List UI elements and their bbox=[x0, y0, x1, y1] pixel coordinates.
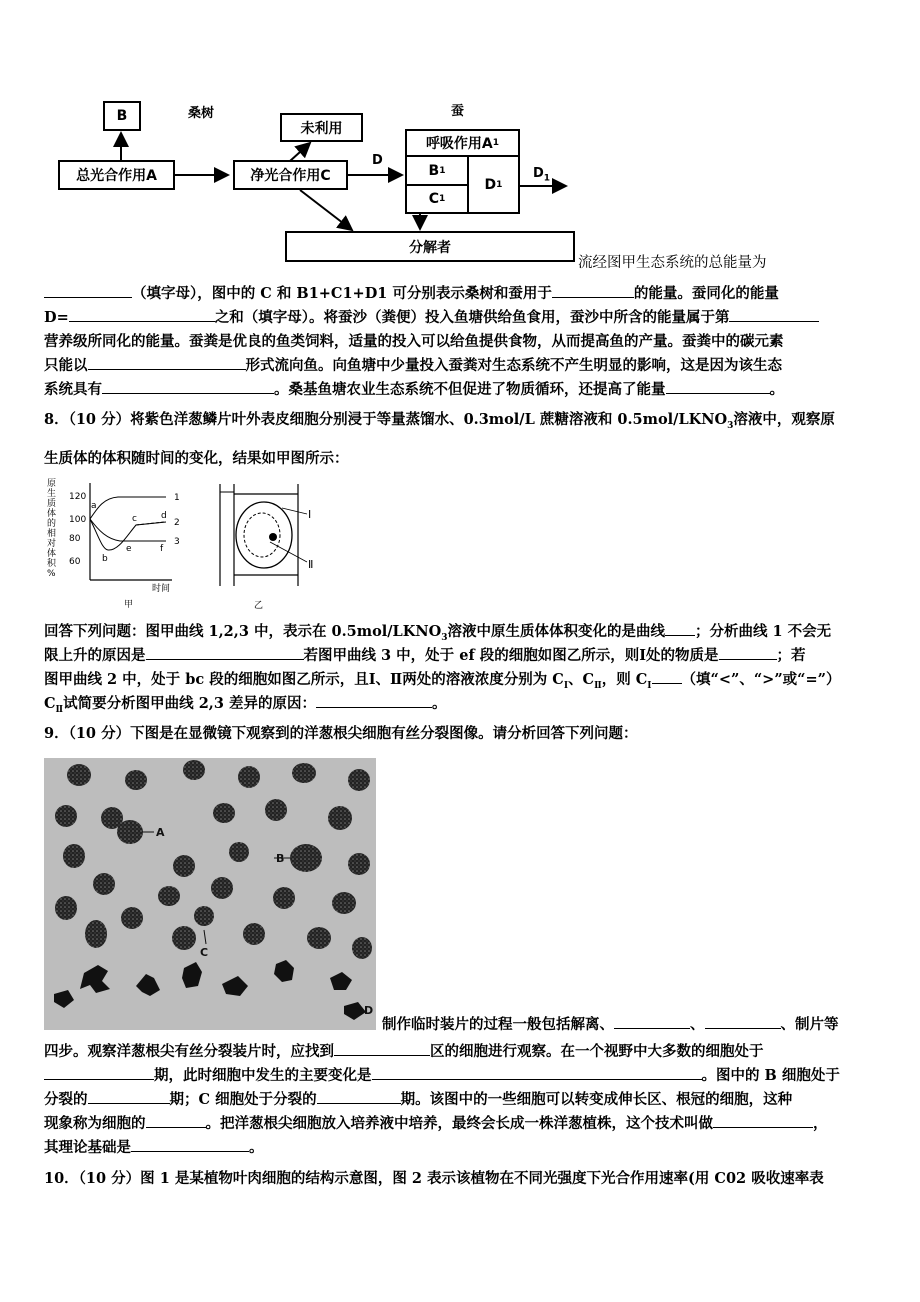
q8-q4b: 试简要分析图甲曲线 2,3 差异的原因： bbox=[63, 695, 316, 712]
q9-line5b: 。把洋葱根尖细胞放入培养液中培养，最终会长成一株洋葱植株，这个技术叫做 bbox=[205, 1115, 713, 1132]
q8-q3d: （填“<”、“>”或“=”） bbox=[681, 671, 841, 688]
q8-stem-line1 bbox=[44, 408, 835, 438]
curve-label-2: 2 bbox=[174, 518, 180, 528]
point-f: f bbox=[160, 544, 164, 554]
q8-stem-line2: 生质体的体积随时间的变化，结果如甲图所示： bbox=[44, 450, 349, 467]
q8-q3-sub1: Ⅰ bbox=[563, 680, 569, 691]
blank-substance-i[interactable] bbox=[719, 644, 777, 660]
blank-b-phase[interactable] bbox=[88, 1088, 170, 1104]
q9-line3a: 期，此时细胞中发生的主要变化是 bbox=[154, 1067, 372, 1084]
microscope-photo bbox=[44, 758, 376, 1030]
svg-text:生: 生 bbox=[47, 489, 57, 499]
blank-total-energy[interactable] bbox=[44, 282, 132, 298]
q7-line4b: 形式流向鱼。向鱼塘中少量投入蚕粪对生态系统不产生明显的影响，这是因为该生态 bbox=[245, 357, 782, 374]
q9-line4a: 分裂的 bbox=[44, 1091, 88, 1108]
arrow-label-d1-text: D bbox=[533, 166, 544, 181]
ytick-80: 80 bbox=[69, 534, 81, 544]
q9-stem: 9．（10 分）下图是在显微镜下观察到的洋葱根尖细胞有丝分裂图像。请分析回答下列问题： bbox=[44, 725, 638, 742]
q8-q3b: 、C bbox=[568, 671, 595, 688]
figure-jia bbox=[44, 477, 194, 609]
q9-line5 bbox=[44, 1112, 828, 1136]
box-c1-label: C bbox=[428, 191, 439, 207]
q8-stem1: 8．（10 分）将紫色洋葱鳞片叶外表皮细胞分别浸于等量蒸馏水、0.3mol/L 蔗糖溶液和 0.5mol/LKNO bbox=[44, 411, 728, 428]
photo-label-c: C bbox=[200, 946, 209, 959]
q7-line5c: 。 bbox=[769, 381, 784, 398]
ytick-60: 60 bbox=[69, 557, 81, 567]
svg-text:积: 积 bbox=[47, 559, 57, 569]
q8-q2c: ；若 bbox=[776, 647, 806, 664]
q9-line6 bbox=[44, 1136, 264, 1160]
curve-label-1: 1 bbox=[174, 493, 180, 503]
q7-line1 bbox=[44, 282, 779, 306]
svg-text:体: 体 bbox=[47, 549, 57, 559]
box-net-photosynthesis: 净光合作用C bbox=[233, 160, 348, 190]
curve-3 bbox=[90, 519, 166, 541]
q8-q1-sub: 3 bbox=[441, 632, 448, 643]
blank-energy-utilization[interactable] bbox=[666, 378, 770, 394]
point-e: e bbox=[126, 544, 132, 554]
q9-line3b: 。图中的 B 细胞处于 bbox=[701, 1067, 840, 1084]
blank-step3[interactable] bbox=[705, 1013, 781, 1029]
q8-q1c: ；分析曲线 1 不会无 bbox=[695, 623, 832, 640]
q7-line5a: 系统具有 bbox=[44, 381, 102, 398]
q8-q2a: 限上升的原因是 bbox=[44, 647, 146, 664]
box-respiration-sub: 1 bbox=[492, 138, 500, 148]
blank-technique[interactable] bbox=[713, 1112, 813, 1128]
nucleus bbox=[269, 533, 277, 541]
q8-q3c: ，则 C bbox=[601, 671, 648, 688]
ylabel-jia bbox=[47, 478, 57, 579]
blank-energy-use[interactable] bbox=[552, 282, 634, 298]
q8-q4a: C bbox=[44, 695, 56, 712]
box-decomposer: 分解者 bbox=[285, 231, 575, 262]
blank-curve[interactable] bbox=[665, 620, 695, 636]
q9-line5a: 现象称为细胞的 bbox=[44, 1115, 146, 1132]
photo-label-b: B bbox=[276, 852, 285, 865]
point-c: c bbox=[132, 514, 137, 524]
q7-line4a: 只能以 bbox=[44, 357, 88, 374]
q8-q4-sub: Ⅱ bbox=[55, 704, 64, 715]
arrow-label-d1 bbox=[533, 166, 550, 184]
box-c1-sub: 1 bbox=[439, 194, 446, 204]
photo-label-d: D bbox=[364, 1004, 374, 1017]
box-unused: 未利用 bbox=[280, 113, 363, 142]
q7-line3: 营养级所同化的能量。蚕粪是优良的鱼类饲料，适量的投入可以给鱼提供食物，从而提高鱼的产量。蚕粪中的碳元素 bbox=[44, 333, 784, 350]
blank-differentiation[interactable] bbox=[146, 1112, 206, 1128]
q8-stem1-end: 溶液中，观察原 bbox=[733, 411, 835, 428]
q7-line1a: （填字母），图中的 C 和 B1+C1+D1 可分别表示桑树和蚕用于 bbox=[132, 285, 552, 302]
q8-q3-sub3: Ⅰ bbox=[647, 680, 652, 691]
box-b1-sub: 1 bbox=[439, 165, 446, 176]
q8-q3a: 图甲曲线 2 中，处于 bc 段的细胞如图乙所示，且Ⅰ、Ⅱ两处的溶液浓度分别为 C bbox=[44, 671, 564, 688]
q7-line2 bbox=[44, 306, 819, 330]
svg-text:体: 体 bbox=[47, 509, 57, 519]
box-b1-label: B bbox=[428, 162, 440, 179]
curve-label-3: 3 bbox=[174, 537, 180, 547]
q7-line2b: 之和（填字母）。将蚕沙（粪便）投入鱼塘供给鱼食用，蚕沙中所含的能量属于第 bbox=[214, 309, 730, 326]
blank-silkworm-assimilation[interactable] bbox=[69, 306, 215, 322]
point-a: a bbox=[91, 501, 97, 511]
svg-text:对: 对 bbox=[47, 539, 57, 549]
point-b: b bbox=[102, 554, 108, 564]
box-respiration bbox=[405, 129, 520, 157]
q10-stem: 10．（10 分）图 1 是某植物叶肉细胞的结构示意图，图 2 表示该植物在不同光强度下光合作用速率(用 C02 吸收速率表 bbox=[44, 1170, 824, 1187]
q9-line4c: 期。该图中的一些细胞可以转变成伸长区、根冠的细胞，这种 bbox=[400, 1091, 793, 1108]
mulberry-label: 桑树 bbox=[188, 106, 215, 121]
figure-yi bbox=[212, 482, 332, 610]
q9-line4 bbox=[44, 1088, 792, 1112]
blank-concentration-compare[interactable] bbox=[652, 668, 682, 684]
blank-theory[interactable] bbox=[131, 1136, 249, 1152]
q8-q1a: 回答下列问题：图甲曲线 1,2,3 中，表示在 0.5mol/LKNO bbox=[44, 623, 442, 640]
box-d1-sub: 1 bbox=[496, 179, 503, 190]
q9-line2b: 区的细胞进行观察。在一个视野中大多数的细胞处于 bbox=[430, 1043, 764, 1060]
svg-text:质: 质 bbox=[47, 499, 57, 509]
q7-line4 bbox=[44, 354, 782, 378]
photo-label-a: A bbox=[156, 826, 165, 839]
curve-1 bbox=[90, 497, 166, 519]
box-b1 bbox=[405, 155, 469, 186]
svg-text:%: % bbox=[47, 569, 56, 579]
blank-trophic-level[interactable] bbox=[729, 306, 819, 322]
q9-line1 bbox=[382, 1013, 839, 1037]
box-c1 bbox=[405, 184, 469, 214]
blank-curve-difference[interactable] bbox=[316, 692, 432, 708]
blank-c-phase[interactable] bbox=[317, 1088, 401, 1104]
arrow-label-d: D bbox=[372, 153, 383, 168]
blank-stability[interactable] bbox=[102, 378, 274, 394]
xlabel-jia: 时间 bbox=[152, 584, 171, 594]
q9-line1b: 、 bbox=[690, 1016, 705, 1033]
box-b: B bbox=[103, 101, 141, 131]
svg-text:相: 相 bbox=[47, 529, 57, 539]
blank-curve1-reason[interactable] bbox=[146, 644, 304, 660]
q7-line0: 流经图甲生态系统的总能量为 bbox=[578, 255, 767, 271]
q9-line6a: 其理论基础是 bbox=[44, 1139, 131, 1156]
blank-step2[interactable] bbox=[614, 1013, 690, 1029]
label-i: Ⅰ bbox=[308, 508, 312, 521]
arrow-label-d1-sub: 1 bbox=[543, 173, 551, 184]
blank-region[interactable] bbox=[334, 1040, 430, 1056]
point-d: d bbox=[161, 511, 167, 521]
q8-q4c: 。 bbox=[431, 695, 447, 712]
svg-text:的: 的 bbox=[47, 519, 57, 529]
q9-line5c: ， bbox=[813, 1115, 828, 1132]
q9-line4b: 期；C 细胞处于分裂的 bbox=[169, 1091, 317, 1108]
caption-yi: 乙 bbox=[254, 601, 264, 610]
q8-question-line2 bbox=[44, 644, 806, 668]
q7-line5b: 。桑基鱼塘农业生态系统不但促进了物质循环，还提高了能量 bbox=[274, 381, 666, 398]
blank-carbon-form[interactable] bbox=[88, 354, 246, 370]
q9-line1c: 、制片等 bbox=[780, 1016, 839, 1033]
box-d1 bbox=[467, 155, 520, 214]
q7-line1b: 的能量。蚕同化的能量 bbox=[633, 285, 779, 302]
q8-q2b: 若图甲曲线 3 中，处于 ef 段的细胞如图乙所示，则Ⅰ处的物质是 bbox=[303, 647, 719, 664]
q9-line3 bbox=[44, 1064, 840, 1088]
caption-jia: 甲 bbox=[124, 600, 134, 609]
q9-line1a: 制作临时装片的过程一般包括解离、 bbox=[382, 1016, 614, 1033]
blank-phase[interactable] bbox=[44, 1064, 154, 1080]
svg-text:原: 原 bbox=[47, 479, 57, 489]
q7-line5 bbox=[44, 378, 784, 402]
blank-main-change[interactable] bbox=[372, 1064, 702, 1080]
ytick-120: 120 bbox=[69, 492, 87, 502]
box-respiration-label: 呼吸作用A bbox=[425, 136, 493, 152]
box-gross-photosynthesis: 总光合作用A bbox=[58, 160, 175, 190]
box-d1-label: D bbox=[484, 176, 497, 193]
microscope-cells bbox=[44, 758, 376, 1030]
q8-question-line4 bbox=[44, 692, 446, 722]
q9-line6b: 。 bbox=[249, 1139, 264, 1156]
q7-line2a: D= bbox=[44, 309, 69, 326]
q9-line2a: 四步。观察洋葱根尖有丝分裂装片时，应找到 bbox=[44, 1043, 334, 1060]
q8-stem1-sub: 3 bbox=[727, 420, 734, 431]
ytick-100: 100 bbox=[69, 515, 87, 525]
q9-line2 bbox=[44, 1040, 764, 1064]
silkworm-label: 蚕 bbox=[451, 104, 465, 119]
label-ii: Ⅱ bbox=[308, 558, 314, 571]
q8-q3-sub2: Ⅱ bbox=[594, 680, 602, 691]
q8-q1b: 溶液中原生质体体积变化的是曲线 bbox=[447, 623, 665, 640]
